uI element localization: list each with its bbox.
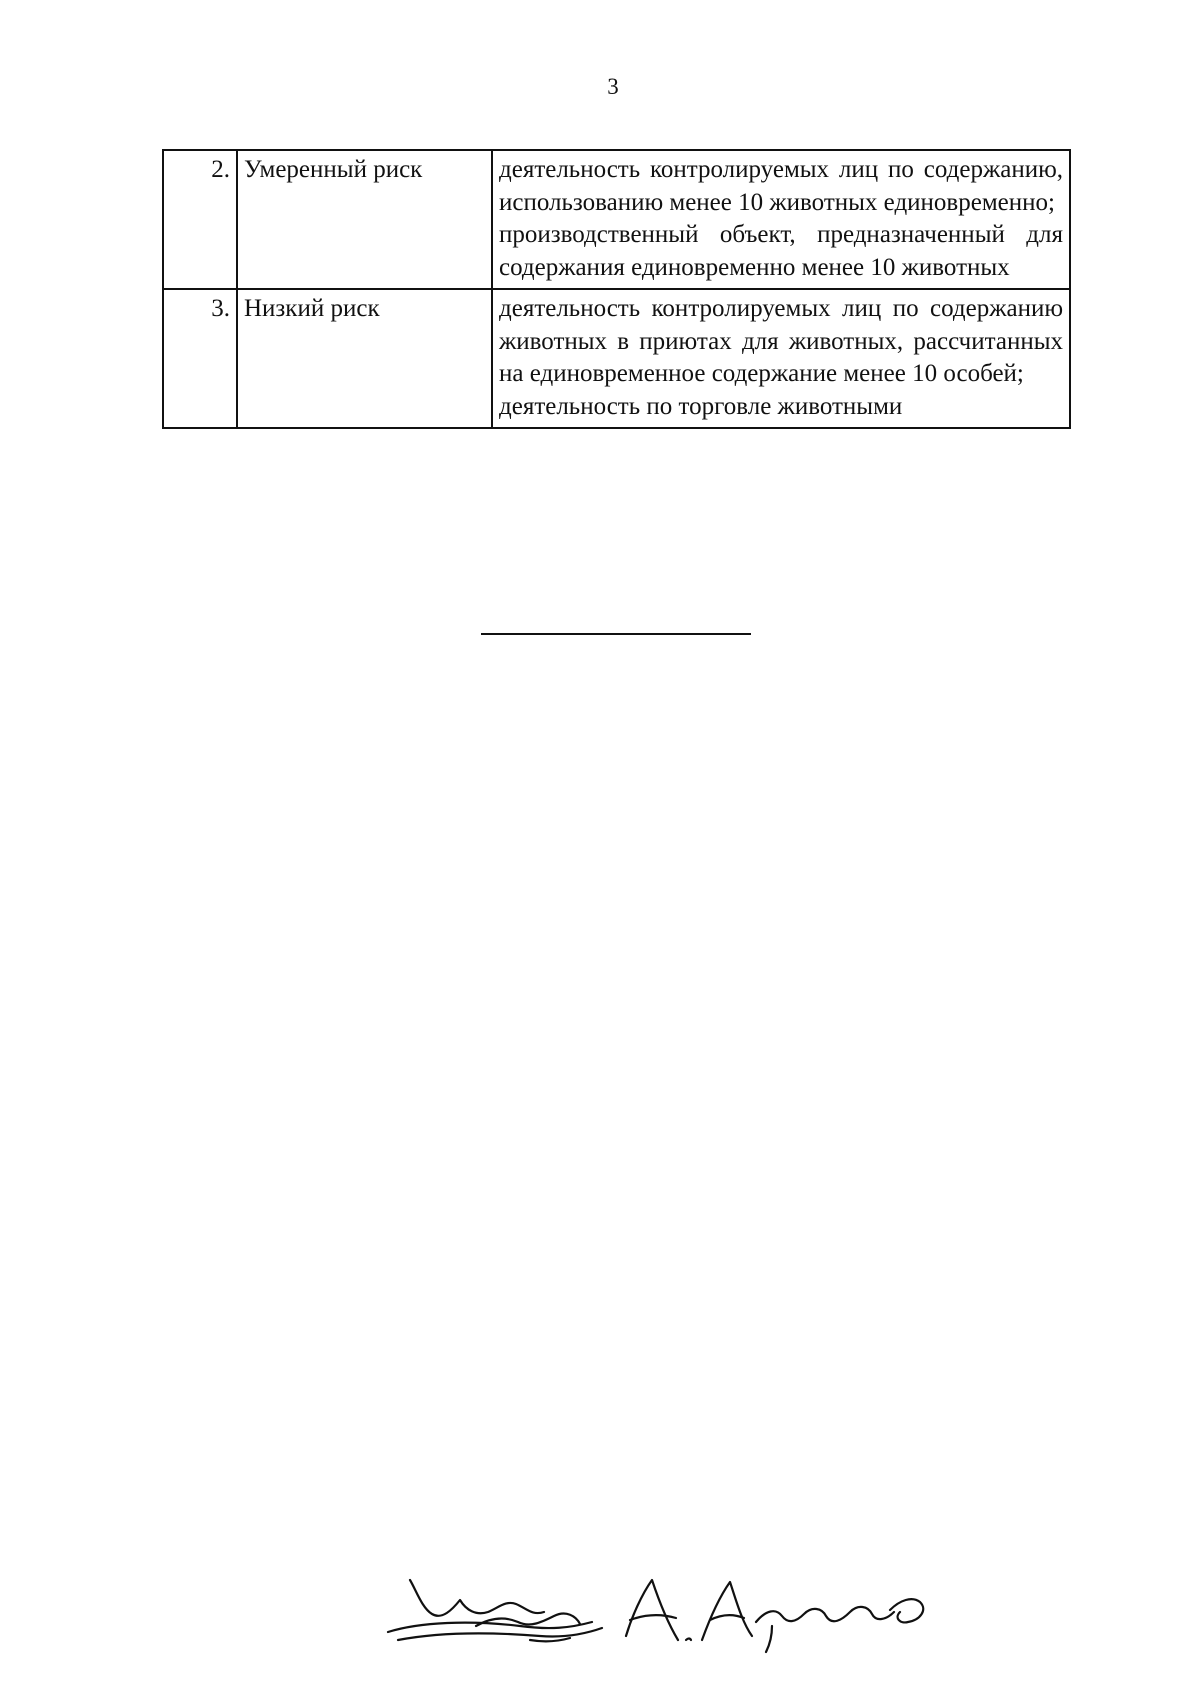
row-number: 3. bbox=[163, 289, 237, 428]
handwritten-signature bbox=[380, 1570, 940, 1660]
risk-criteria bbox=[492, 289, 1070, 428]
table-row bbox=[163, 289, 1070, 428]
criteria-paragraph: деятельность контролируемых лиц по содержанию, использованию менее 10 животных единовременно; bbox=[499, 156, 1063, 216]
row-number: 2. bbox=[163, 150, 237, 289]
table-row bbox=[163, 150, 1070, 289]
risk-category: Низкий риск bbox=[237, 289, 492, 428]
end-separator-line bbox=[481, 633, 751, 635]
risk-criteria bbox=[492, 150, 1070, 289]
risk-category: Умеренный риск bbox=[237, 150, 492, 289]
criteria-paragraph: производственный объект, предназначенный для содержания единовременно менее 10 животных bbox=[499, 221, 1063, 281]
risk-category-table bbox=[162, 149, 1071, 429]
page-number: 3 bbox=[607, 74, 619, 99]
criteria-paragraph: деятельность контролируемых лиц по содержанию животных в приютах для животных, рассчитанных на единовременное содержание менее 10 особей; bbox=[499, 295, 1063, 387]
criteria-paragraph: деятельность по торговле животными bbox=[499, 392, 903, 420]
